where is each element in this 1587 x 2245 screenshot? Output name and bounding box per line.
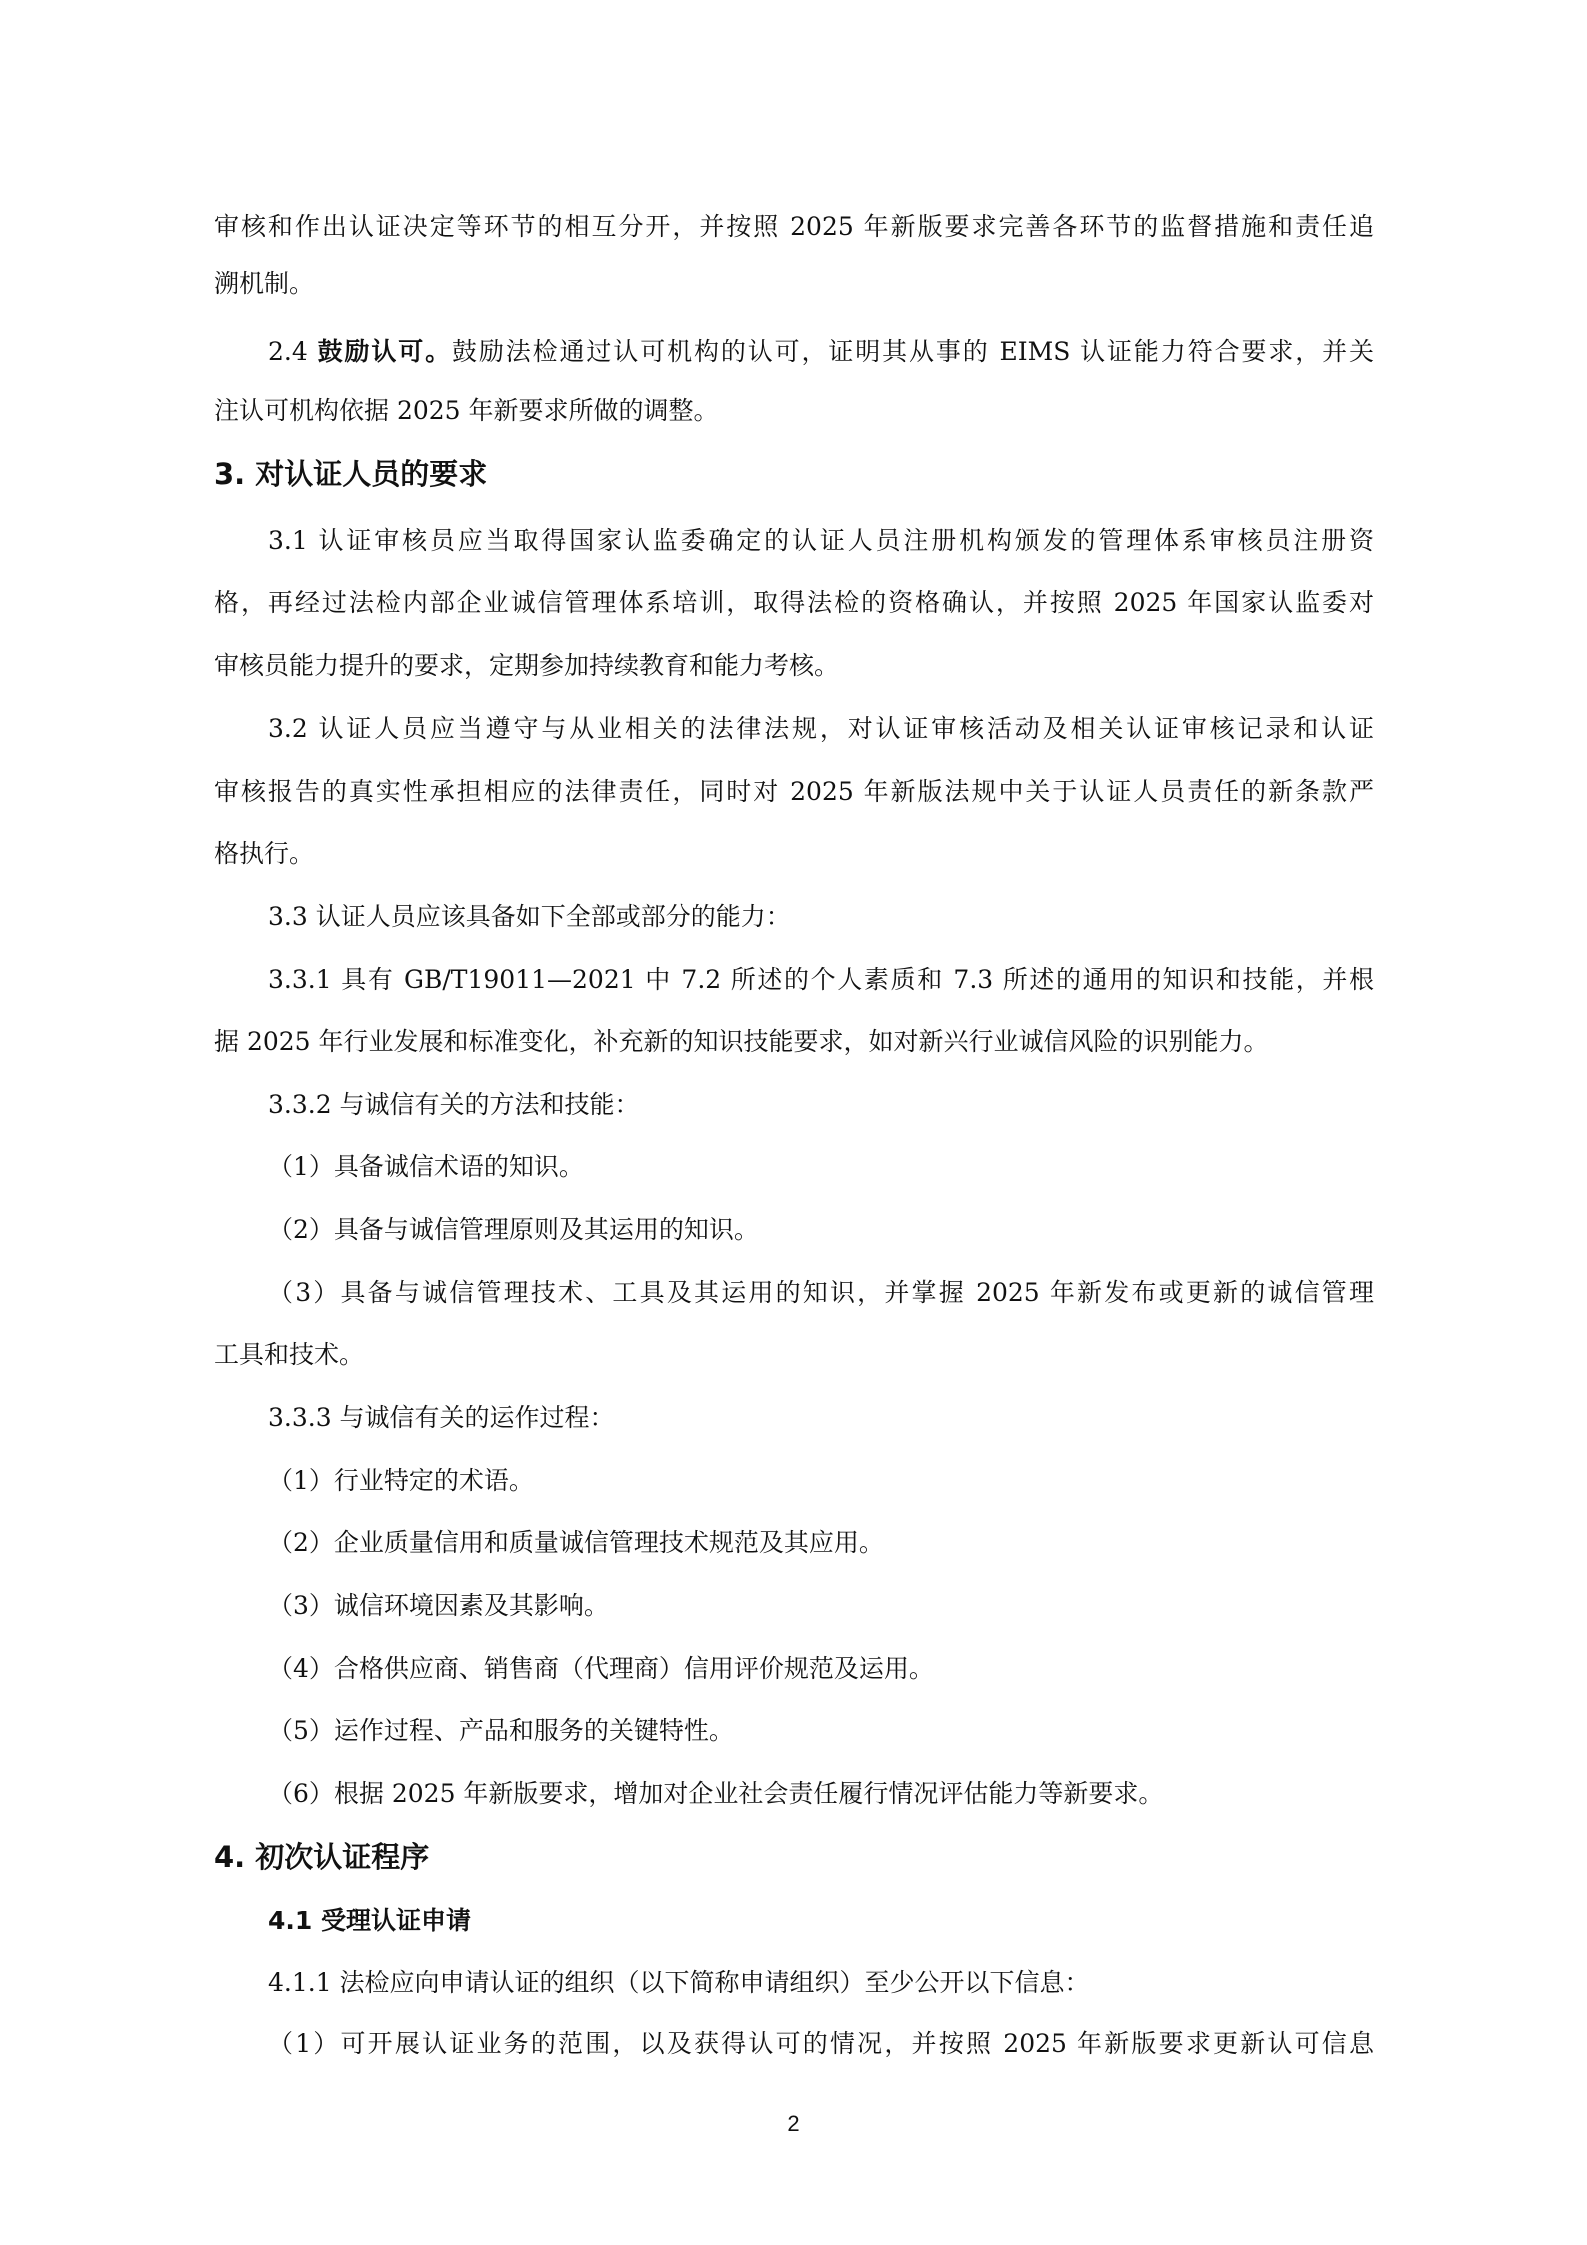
- paragraph-line: 格执行。: [214, 839, 315, 868]
- paragraph-line: 审核和作出认证决定等环节的相互分开，并按照 2025 年新版要求完善各环节的监督措施和责任追: [214, 212, 1374, 241]
- paragraph-line: 审核员能力提升的要求，定期参加持续教育和能力考核。: [214, 651, 840, 680]
- list-item: （3）具备与诚信管理技术、工具及其运用的知识，并掌握 2025 年新发布或更新的诚信管理: [268, 1278, 1374, 1307]
- paragraph-line: 3.1 认证审核员应当取得国家认监委确定的认证人员注册机构颁发的管理体系审核员注册资: [268, 526, 1374, 555]
- list-item: （5）运作过程、产品和服务的关键特性。: [268, 1716, 734, 1745]
- section-text: 鼓励法检通过认可机构的认可，证明其从事的 EIMS 认证能力符合要求，并关: [452, 337, 1374, 366]
- section-heading-4: 4. 初次认证程序: [214, 1840, 430, 1874]
- list-item: （2）具备与诚信管理原则及其运用的知识。: [268, 1215, 759, 1244]
- section-heading-3: 3. 对认证人员的要求: [214, 457, 488, 491]
- list-item: （6）根据 2025 年新版要求，增加对企业社会责任履行情况评估能力等新要求。: [268, 1779, 1164, 1808]
- paragraph-line: 3.3.2 与诚信有关的方法和技能：: [268, 1090, 640, 1119]
- list-item: （1）行业特定的术语。: [268, 1466, 534, 1495]
- section-lead-bold: 鼓励认可。: [317, 337, 453, 366]
- list-item: （3）诚信环境因素及其影响。: [268, 1591, 609, 1620]
- paragraph-line: 3.3.1 具有 GB/T19011—2021 中 7.2 所述的个人素质和 7.3 所述的通用的知识和技能，并根: [268, 965, 1374, 994]
- list-item: （4）合格供应商、销售商（代理商）信用评价规范及运用。: [268, 1654, 934, 1683]
- list-item: （1）具备诚信术语的知识。: [268, 1152, 584, 1181]
- paragraph-line: 3.3.3 与诚信有关的运作过程：: [268, 1403, 615, 1432]
- list-item: （2）企业质量信用和质量诚信管理技术规范及其应用。: [268, 1528, 884, 1557]
- paragraph-line: 审核报告的真实性承担相应的法律责任，同时对 2025 年新版法规中关于认证人员责任的新条款严: [214, 777, 1374, 806]
- section-number: 2.4: [268, 337, 318, 366]
- paragraph-line: 溯机制。: [214, 269, 315, 298]
- subsection-heading-4-1: 4.1 受理认证申请: [268, 1906, 471, 1935]
- paragraph-line: 3.3 认证人员应该具备如下全部或部分的能力：: [268, 902, 791, 931]
- page-number: 2: [787, 2111, 800, 2136]
- paragraph-line: 工具和技术。: [214, 1340, 365, 1369]
- paragraph-2-4: [268, 335, 1374, 369]
- paragraph-line: 4.1.1 法检应向申请认证的组织（以下简称申请组织）至少公开以下信息：: [268, 1968, 1090, 1997]
- paragraph-line: 据 2025 年行业发展和标准变化，补充新的知识技能要求，如对新兴行业诚信风险的识别能力。: [214, 1027, 1269, 1056]
- paragraph-line: 注认可机构依据 2025 年新要求所做的调整。: [214, 396, 719, 425]
- list-item: （1）可开展认证业务的范围，以及获得认可的情况，并按照 2025 年新版要求更新认可信息: [268, 2029, 1374, 2058]
- paragraph-line: 3.2 认证人员应当遵守与从业相关的法律法规，对认证审核活动及相关认证审核记录和认证: [268, 714, 1374, 743]
- paragraph-line: 格，再经过法检内部企业诚信管理体系培训，取得法检的资格确认，并按照 2025 年国家认监委对: [214, 588, 1374, 617]
